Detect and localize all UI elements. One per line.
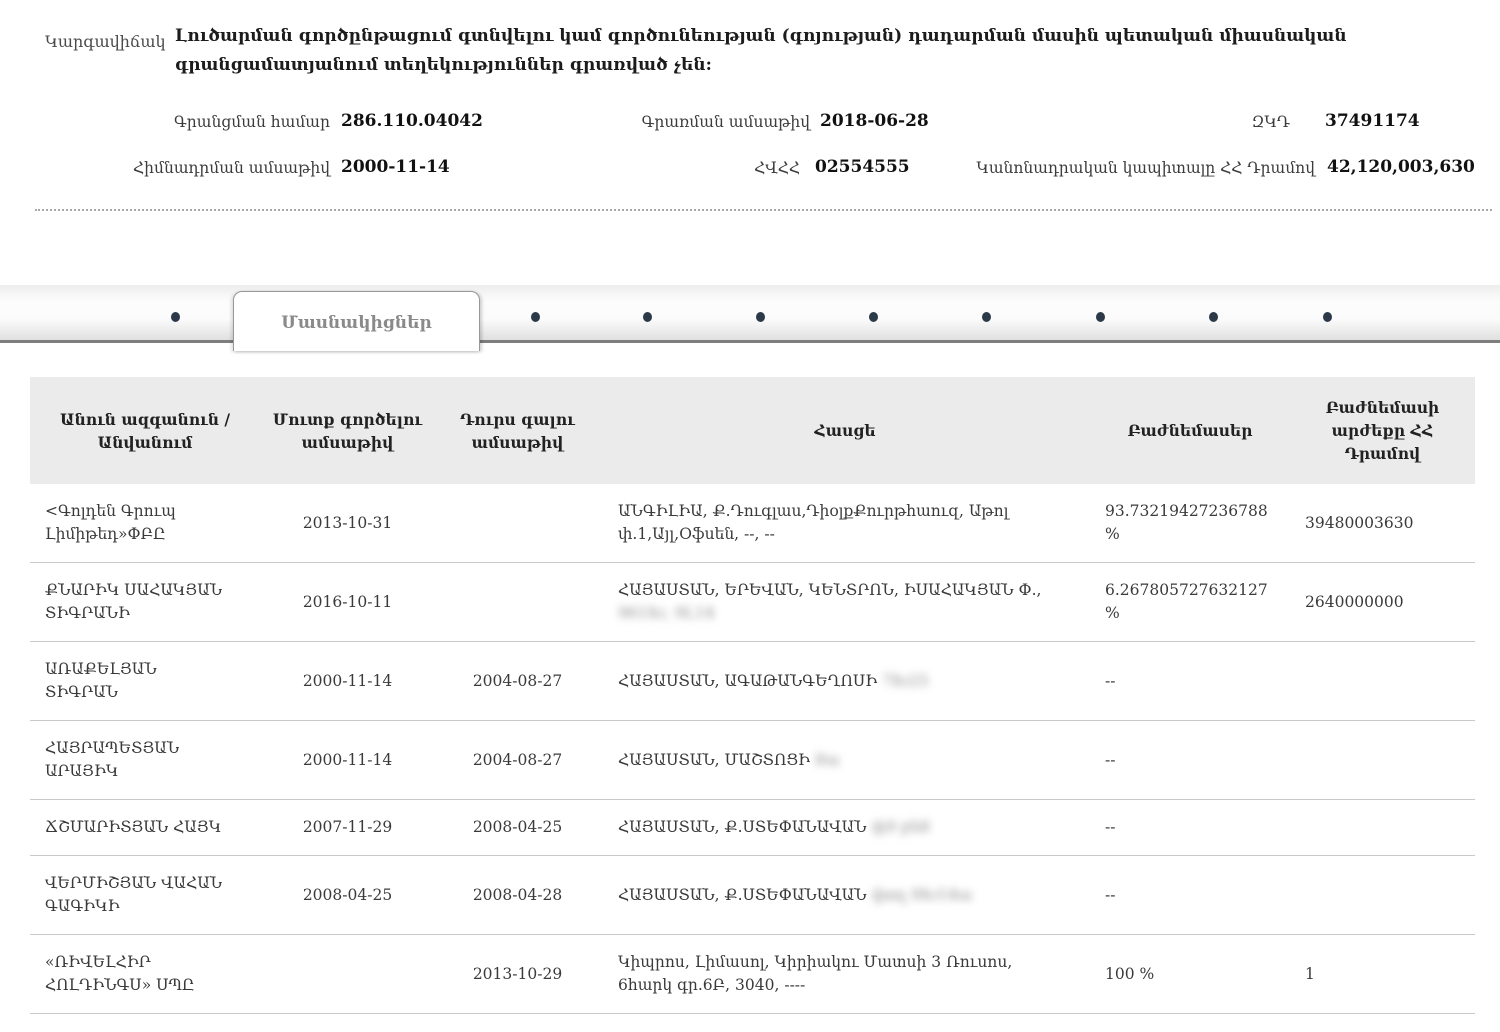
table-row	[30, 935, 1475, 1014]
participant-name: ՔՆԱՐԻԿ ՍԱՀԱԿՅԱՆ ՏԻԳՐԱՆԻ	[30, 563, 260, 642]
tab-bar	[0, 285, 1500, 343]
address-redacted-blur: 7Խ25	[882, 671, 929, 690]
header-name: Անուն ազգանուն / Անվանում	[30, 377, 260, 484]
entry-date	[260, 935, 435, 1014]
address-redacted-blur: փ9 բն8	[871, 818, 930, 836]
address	[600, 721, 1090, 800]
exit-date	[435, 563, 600, 642]
entry-date: 2008-04-25	[260, 856, 435, 935]
entry-date: 2000-11-14	[260, 721, 435, 800]
shares: 6.267805727632127 %	[1090, 563, 1290, 642]
entry-date: 2016-10-11	[260, 563, 435, 642]
hvhh-value: 02554555	[815, 157, 910, 177]
tab-dot[interactable]	[756, 312, 765, 322]
share-value	[1290, 800, 1475, 856]
address-redacted-blur: 8ա	[814, 750, 840, 769]
tab-dot[interactable]	[643, 312, 652, 322]
participant-name: <Գոլդեն Գրուպ Լիմիթեդ»ՓԲԸ	[30, 484, 260, 563]
status-label: Կարգավիճակ	[45, 32, 166, 51]
header-address: Հասցե	[600, 377, 1090, 484]
address	[600, 484, 1090, 563]
address-text: ՀԱՅԱՍՏԱՆ, ԱԳԱԹԱՆԳԵՂՈՍԻ	[618, 671, 878, 690]
table-row	[30, 721, 1475, 800]
table-row	[30, 856, 1475, 935]
participant-name: ՀԱՅՐԱՊԵՏՅԱՆ ԱՐԱՅԻԿ	[30, 721, 260, 800]
shares: --	[1090, 856, 1290, 935]
share-value	[1290, 721, 1475, 800]
exit-date: 2013-10-29	[435, 935, 600, 1014]
participant-name: ՃՇՄԱՐԻՏՅԱՆ ՀԱՅԿ	[30, 800, 260, 856]
record-date-label: Գրառման ամսաթիվ	[641, 113, 810, 131]
tab-dot[interactable]	[982, 312, 991, 322]
shares: --	[1090, 642, 1290, 721]
entry-date: 2013-10-31	[260, 484, 435, 563]
exit-date: 2008-04-28	[435, 856, 600, 935]
address	[600, 563, 1090, 642]
founding-date-label: Հիմնադրման ամսաթիվ	[133, 159, 330, 177]
exit-date: 2004-08-27	[435, 642, 600, 721]
table-header-row	[30, 377, 1475, 484]
address-redacted-blur: 961Խ, 9Լ14	[618, 604, 715, 622]
address-text: ՀԱՅԱՍՏԱՆ, ՄԱՇՏՈՑԻ	[618, 750, 810, 769]
tab-participants-active[interactable]: Մասնակիցներ	[233, 291, 480, 351]
table-row	[30, 563, 1475, 642]
tab-dot[interactable]	[531, 312, 540, 322]
zkd-label: ԶԿԴ	[1251, 113, 1290, 131]
shares: --	[1090, 800, 1290, 856]
status-text: Լուծարման գործընթացում գտնվելու կամ գործունեության (գոյության) դադարման մասին պետական միասնական գրանցամատյանում տեղեկություններ գրառված չեն:	[175, 26, 1347, 75]
tab-dot[interactable]	[1096, 312, 1105, 322]
entry-date: 2000-11-14	[260, 642, 435, 721]
address-redacted-blur: փող 9Խ14ա	[871, 885, 973, 904]
table-row	[30, 642, 1475, 721]
header-exit-date: Դուրս գալու ամսաթիվ	[435, 377, 600, 484]
address-text: ՀԱՅԱՍՏԱՆ, ԵՐԵՎԱՆ, ԿԵՆՏՐՈՆ, ԻՍԱՀԱԿՅԱՆ Փ.,	[618, 581, 1042, 599]
company-summary-section	[0, 0, 1500, 210]
address-text: ՀԱՅԱՍՏԱՆ, Ք.ՍՏԵՓԱՆԱՎԱՆ	[618, 818, 867, 836]
hvhh-label: ՀՎՀՀ	[754, 159, 800, 177]
exit-date: 2008-04-25	[435, 800, 600, 856]
share-value: 1	[1290, 935, 1475, 1014]
entry-date: 2007-11-29	[260, 800, 435, 856]
shares: 100 %	[1090, 935, 1290, 1014]
participant-name: «ՌԻՎԵԼՀԻՐ ՀՈԼԴԻՆԳՍ» ՍՊԸ	[30, 935, 260, 1014]
table-row	[30, 800, 1475, 856]
participant-name: ՎԵՐՄԻՇՅԱՆ ՎԱՀԱՆ ԳԱԳԻԿԻ	[30, 856, 260, 935]
charter-capital-label: Կանոնադրական կապիտալը ՀՀ Դրամով	[976, 159, 1315, 177]
exit-date	[435, 484, 600, 563]
header-shares: Բաժնեմասեր	[1090, 377, 1290, 484]
address	[600, 800, 1090, 856]
shares: --	[1090, 721, 1290, 800]
founding-date-value: 2000-11-14	[341, 157, 450, 177]
shares: 93.73219427236788 %	[1090, 484, 1290, 563]
address	[600, 642, 1090, 721]
participants-table	[30, 377, 1475, 1014]
tab-dot[interactable]	[171, 312, 180, 322]
tab-dot[interactable]	[869, 312, 878, 322]
address	[600, 856, 1090, 935]
header-share-value: Բաժնեմասի արժեքը ՀՀ Դրամով	[1290, 377, 1475, 484]
header-entry-date: Մուտք գործելու ամսաթիվ	[260, 377, 435, 484]
share-value	[1290, 856, 1475, 935]
share-value	[1290, 642, 1475, 721]
registration-number-label: Գրանցման համար	[174, 113, 330, 131]
registration-number-value: 286.110.04042	[341, 111, 483, 131]
address-text: ԱՆԳԻԼԻԱ, Ք.Դուգլաս,ԴիօլքՔուրթհաուզ, Աթոլ փ.1,Այլ,Օֆսեն, --, --	[618, 502, 1009, 543]
charter-capital-value: 42,120,003,630	[1327, 157, 1475, 177]
zkd-value: 37491174	[1325, 111, 1420, 131]
address-text: Կիպրոս, Լիմասոլ, Կիրիակու Մատսի 3 Ռուսոս, 6հարկ գր.6Բ, 3040, ----	[618, 953, 1013, 994]
address	[600, 935, 1090, 1014]
participant-name: ԱՌԱՔԵԼՅԱՆ ՏԻԳՐԱՆ	[30, 642, 260, 721]
tab-dot[interactable]	[1209, 312, 1218, 322]
share-value: 39480003630	[1290, 484, 1475, 563]
tab-dot[interactable]	[1323, 312, 1332, 322]
table-row	[30, 484, 1475, 563]
record-date-value: 2018-06-28	[820, 111, 929, 131]
share-value: 2640000000	[1290, 563, 1475, 642]
exit-date: 2004-08-27	[435, 721, 600, 800]
dotted-separator	[35, 209, 1492, 211]
address-text: ՀԱՅԱՍՏԱՆ, Ք.ՍՏԵՓԱՆԱՎԱՆ	[618, 885, 867, 904]
